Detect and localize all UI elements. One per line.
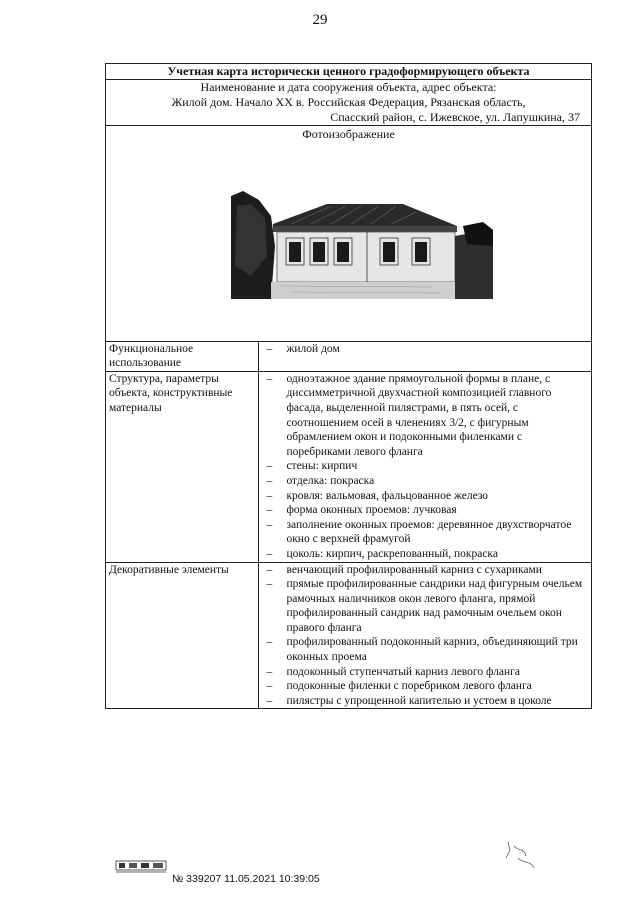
list-item — [262, 679, 588, 694]
object-name-cell — [106, 79, 592, 125]
page-number: 29 — [312, 12, 328, 28]
dash-marker: – — [266, 489, 273, 502]
list-item-text: прямые профилированные сандрики над фигурным очельем рамочных наличников окон левого фланга, прямой профилированный сандрик над рамочным очельем окон правого фланга — [286, 578, 583, 634]
list-item-text: венчающий профилированный карниз с сухариками — [286, 563, 542, 576]
dash-marker: – — [266, 460, 273, 473]
list-item — [262, 503, 588, 518]
dash-marker: – — [266, 563, 273, 576]
list-item — [262, 459, 588, 474]
list-item — [262, 474, 588, 489]
dash-marker: – — [266, 504, 273, 517]
list-item-text: отделка: покраска — [286, 474, 375, 487]
dash-marker: – — [266, 342, 273, 355]
dash-marker: – — [266, 694, 273, 707]
list-item-text: цоколь: кирпич, раскрепованный, покраска — [286, 547, 498, 560]
row-label-decorative: Декоративные элементы — [106, 562, 259, 709]
list-item — [262, 563, 588, 578]
list-item-text: подоконный ступенчатый карниз левого фланга — [286, 665, 520, 678]
document-stamp-logo — [115, 858, 167, 874]
photo-label: Фотоизображение — [302, 126, 395, 141]
row-label-structure: Структура, параметры объекта, конструктивные материалы — [106, 371, 259, 562]
list-item-text: пилястры с упрощенной капителью и устоем в цоколе — [286, 694, 552, 707]
list-item-text: заполнение оконных проемов: деревянное двухстворчатое окно с верхней фрамугой — [286, 518, 572, 546]
list-item — [262, 547, 588, 562]
list-item — [262, 372, 588, 460]
object-name-line-1: Жилой дом. Начало XX в. Российская Федерация, Рязанская область, — [171, 94, 526, 109]
row-value-structure — [259, 371, 592, 562]
dash-marker: – — [266, 665, 273, 678]
list-item-text: стены: кирпич — [286, 460, 358, 473]
row-label-function: Функциональное использование — [106, 341, 259, 371]
object-name-line-2: Спасский район, с. Ижевское, ул. Лапушкина, 37 — [330, 109, 580, 124]
function-list — [262, 342, 588, 357]
list-item-text: жилой дом — [286, 342, 340, 355]
document-number-timestamp: № 339207 11.05.2021 10:39:05 — [172, 873, 320, 885]
card-title: Учетная карта исторически ценного градоформирующего объекта — [106, 64, 592, 80]
row-value-function — [259, 341, 592, 371]
object-name-caption: Наименование и дата сооружения объекта, адрес объекта: — [200, 79, 497, 94]
decorative-list — [262, 563, 588, 709]
dash-marker: – — [266, 547, 273, 560]
list-item-text: подоконные филенки с поребриком левого фланга — [286, 680, 532, 693]
list-item — [262, 665, 588, 680]
structure-list — [262, 372, 588, 562]
dash-marker: – — [266, 578, 273, 591]
list-item-text: форма оконных проемов: лучковая — [286, 504, 457, 517]
dash-marker: – — [266, 372, 273, 385]
row-value-decorative — [259, 562, 592, 709]
list-item-text: профилированный подоконный карниз, объединяющий три оконных проема — [286, 636, 578, 664]
list-item-text: одноэтажное здание прямоугольной формы в плане, с диссимметричной двухчастной композицией главного фасада, выделенной пилястрами, в пять осей, с соотношением осей в членениях 3/2, с фигурным обрамлением окон и подоконными филенками с поребриками левого фланга — [286, 372, 552, 458]
list-item — [262, 635, 588, 664]
dash-marker: – — [266, 518, 273, 531]
house-photo — [231, 186, 493, 299]
signature-mark — [500, 838, 540, 872]
dash-marker: – — [266, 636, 273, 649]
record-card-table — [105, 63, 592, 709]
list-item-text: кровля: вальмовая, фальцованное железо — [286, 489, 489, 502]
dash-marker: – — [266, 680, 273, 693]
photo-cell — [106, 125, 592, 341]
list-item — [262, 577, 588, 635]
list-item — [262, 342, 588, 357]
list-item — [262, 518, 588, 547]
list-item — [262, 489, 588, 504]
list-item — [262, 694, 588, 709]
dash-marker: – — [266, 474, 273, 487]
